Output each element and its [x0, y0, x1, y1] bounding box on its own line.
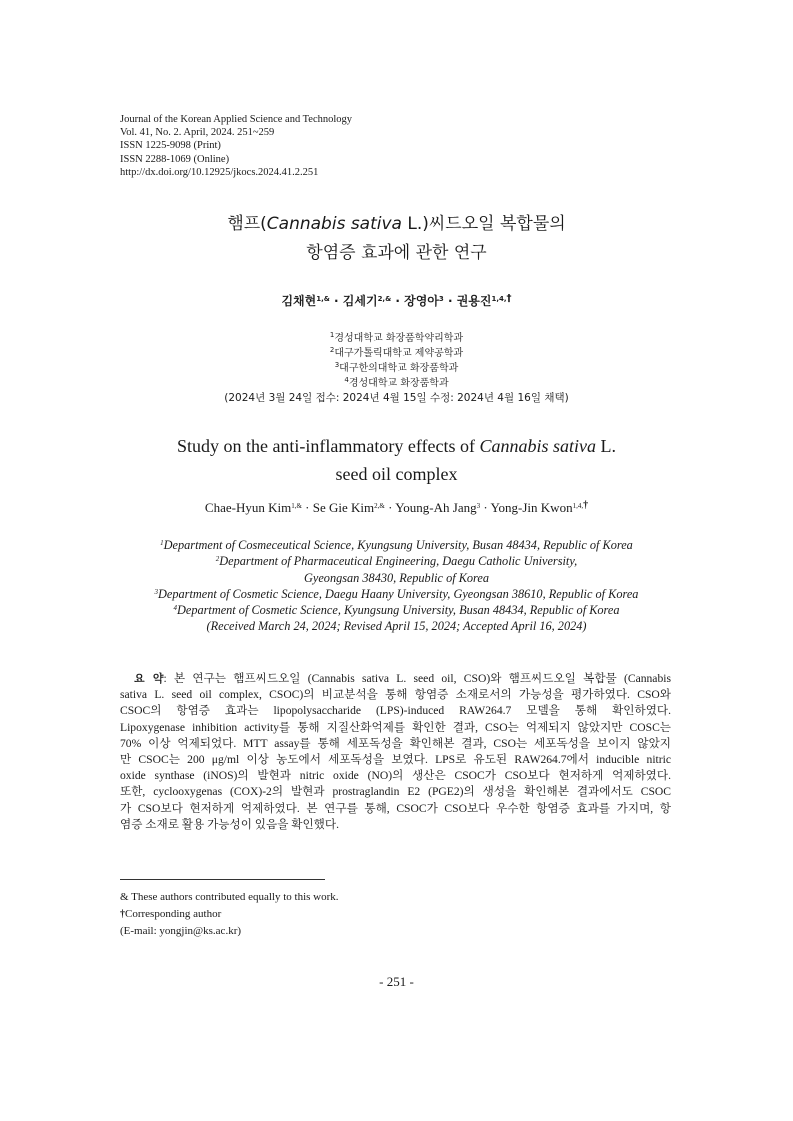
abstract-label: 요 약: [134, 672, 164, 685]
author: 김채현: [281, 294, 317, 308]
dagger-icon: †: [506, 293, 512, 304]
footnote-divider: [120, 879, 325, 880]
journal-header: [120, 113, 352, 179]
authors-english: Chae-Hyun Kim$^{1,\&}$ · Se Gie Kim$^{2,\&}$ · Young-Ah Jang$^3$ · Yong-Jin Kwon$^{1,4,\dagger}$: [204, 500, 589, 515]
dagger-icon: †: [120, 909, 125, 920]
authors-korean: 김채현$^{1,\&}$ · 김세기$^{2,\&}$ · 장영아$^3$ · 권용진$^{1,4,\dagger}$: [281, 293, 512, 308]
journal-volume: Vol. 41, No. 2. April, 2024. 251~259: [120, 127, 275, 139]
issn-print: ISSN 1225-9098 (Print): [120, 140, 221, 152]
doi-link[interactable]: http://dx.doi.org/10.12925/jkocs.2024.41.2.251: [120, 166, 319, 178]
email-note[interactable]: (E-mail: yongjin@ks.ac.kr): [120, 925, 242, 937]
abstract: 요 약: 본 연구는 햄프씨드오일 (Cannabis sativa L. seed oil, CSO)와 햄프씨드오일 복합물 (Cannabis sativa L. seed oil complex, CSOC)의 비교분석을 통해 항염증 소재로서의 가능성을 평가하였다. CSO와 CSOC의 항염증 효과는 lipopolysaccharide (LPS)-induced RAW264.7 모델을 통해 확인하였다. Lipoxygenase inhibition activity를 통해 지질산화억제를 확인한 결과, CSO는 억제되지 않았지만 COSC는 70% 이상 억제되었다. MTT assay를 통해 세포독성을 확인해본 결과, CSO는 세포독성을 보이지 않았지 만 CSOC는 200 μg/ml 이상 농도에서 세포독성을 보였다. LPS로 유도된 RAW264.7에서 inducible nitric oxide synthase (iNOS)의 발현과 nitric oxide (NO)의 생산은 CSOC가 CSO보다 현저하게 억제하였다. 또한, cyclooxygenas (COX)-2의 발현과 prostraglandin E2 (PGE2)의 생성을 확인해본 결과에서도 CSOC 가 CSO보다 현저하게 억제하였다. 본 연구를 통해, CSOC가 CSO보다 우수한 항염증 효과를 가지며, 항 염증 소재로 활용 가능성이 있음을 확인했다.: [120, 672, 671, 831]
dates-english: (Received March 24, 2024; Revised April 15, 2024; Accepted April 16, 2024): [206, 619, 587, 634]
author: 권용진: [456, 294, 492, 308]
dates-korean: (2024년 3월 24일 접수: 2024년 4월 15일 수정: 2024년 4월 16일 채택): [224, 392, 569, 404]
author: 김세기: [342, 294, 378, 308]
title-english: Study on the anti-inflammatory effects of Cannabis sativa L. seed oil complex: [176, 436, 617, 484]
dagger-icon: †: [583, 500, 589, 511]
page-number: - 251 -: [379, 974, 414, 989]
corresponding-author-note: Corresponding author: [125, 908, 222, 920]
affiliations-korean: $^1$경성대학교 화장품학약리학과 $^2$대구가톨릭대학교 제약공학과 $^3$대구한의대학교 화장품학과 $^4$경성대학교 화장품학과 (2024년 3월 24일 접수: 2024년 4월 15일 수정: 2024년 4월 16일 채택): [0, 331, 793, 406]
issn-online: ISSN 2288-1069 (Online): [120, 153, 230, 165]
title-korean: 햄프(Cannabis sativa L.)씨드오일 복합물의 항염증 효과에 관한 연구: [227, 214, 566, 263]
author: 장영아: [404, 294, 439, 308]
journal-name: Journal of the Korean Applied Science and Technology: [120, 114, 353, 125]
footnotes: [120, 889, 339, 940]
affiliations-english: $^1$Department of Cosmeceutical Science, Kyungsung University, Busan 48434, Republic of Korea $^2$Department of Pharmaceutical Engineering, Daegu Catholic University, Gyeongsan 38430, Republic of Korea $^3$Department of Cosmetic Science, Daegu Haany University, Gyeongsan 38610, Republic of Korea $^4$Department of Cosmetic Science, Kyungsung University, Busan 48434, Republic of Korea (Received March 24, 2024; Revised April 15, 2024; Accepted April 16, 2024): [0, 537, 793, 635]
equal-contribution-note: & These authors contributed equally to this work.: [120, 891, 339, 903]
